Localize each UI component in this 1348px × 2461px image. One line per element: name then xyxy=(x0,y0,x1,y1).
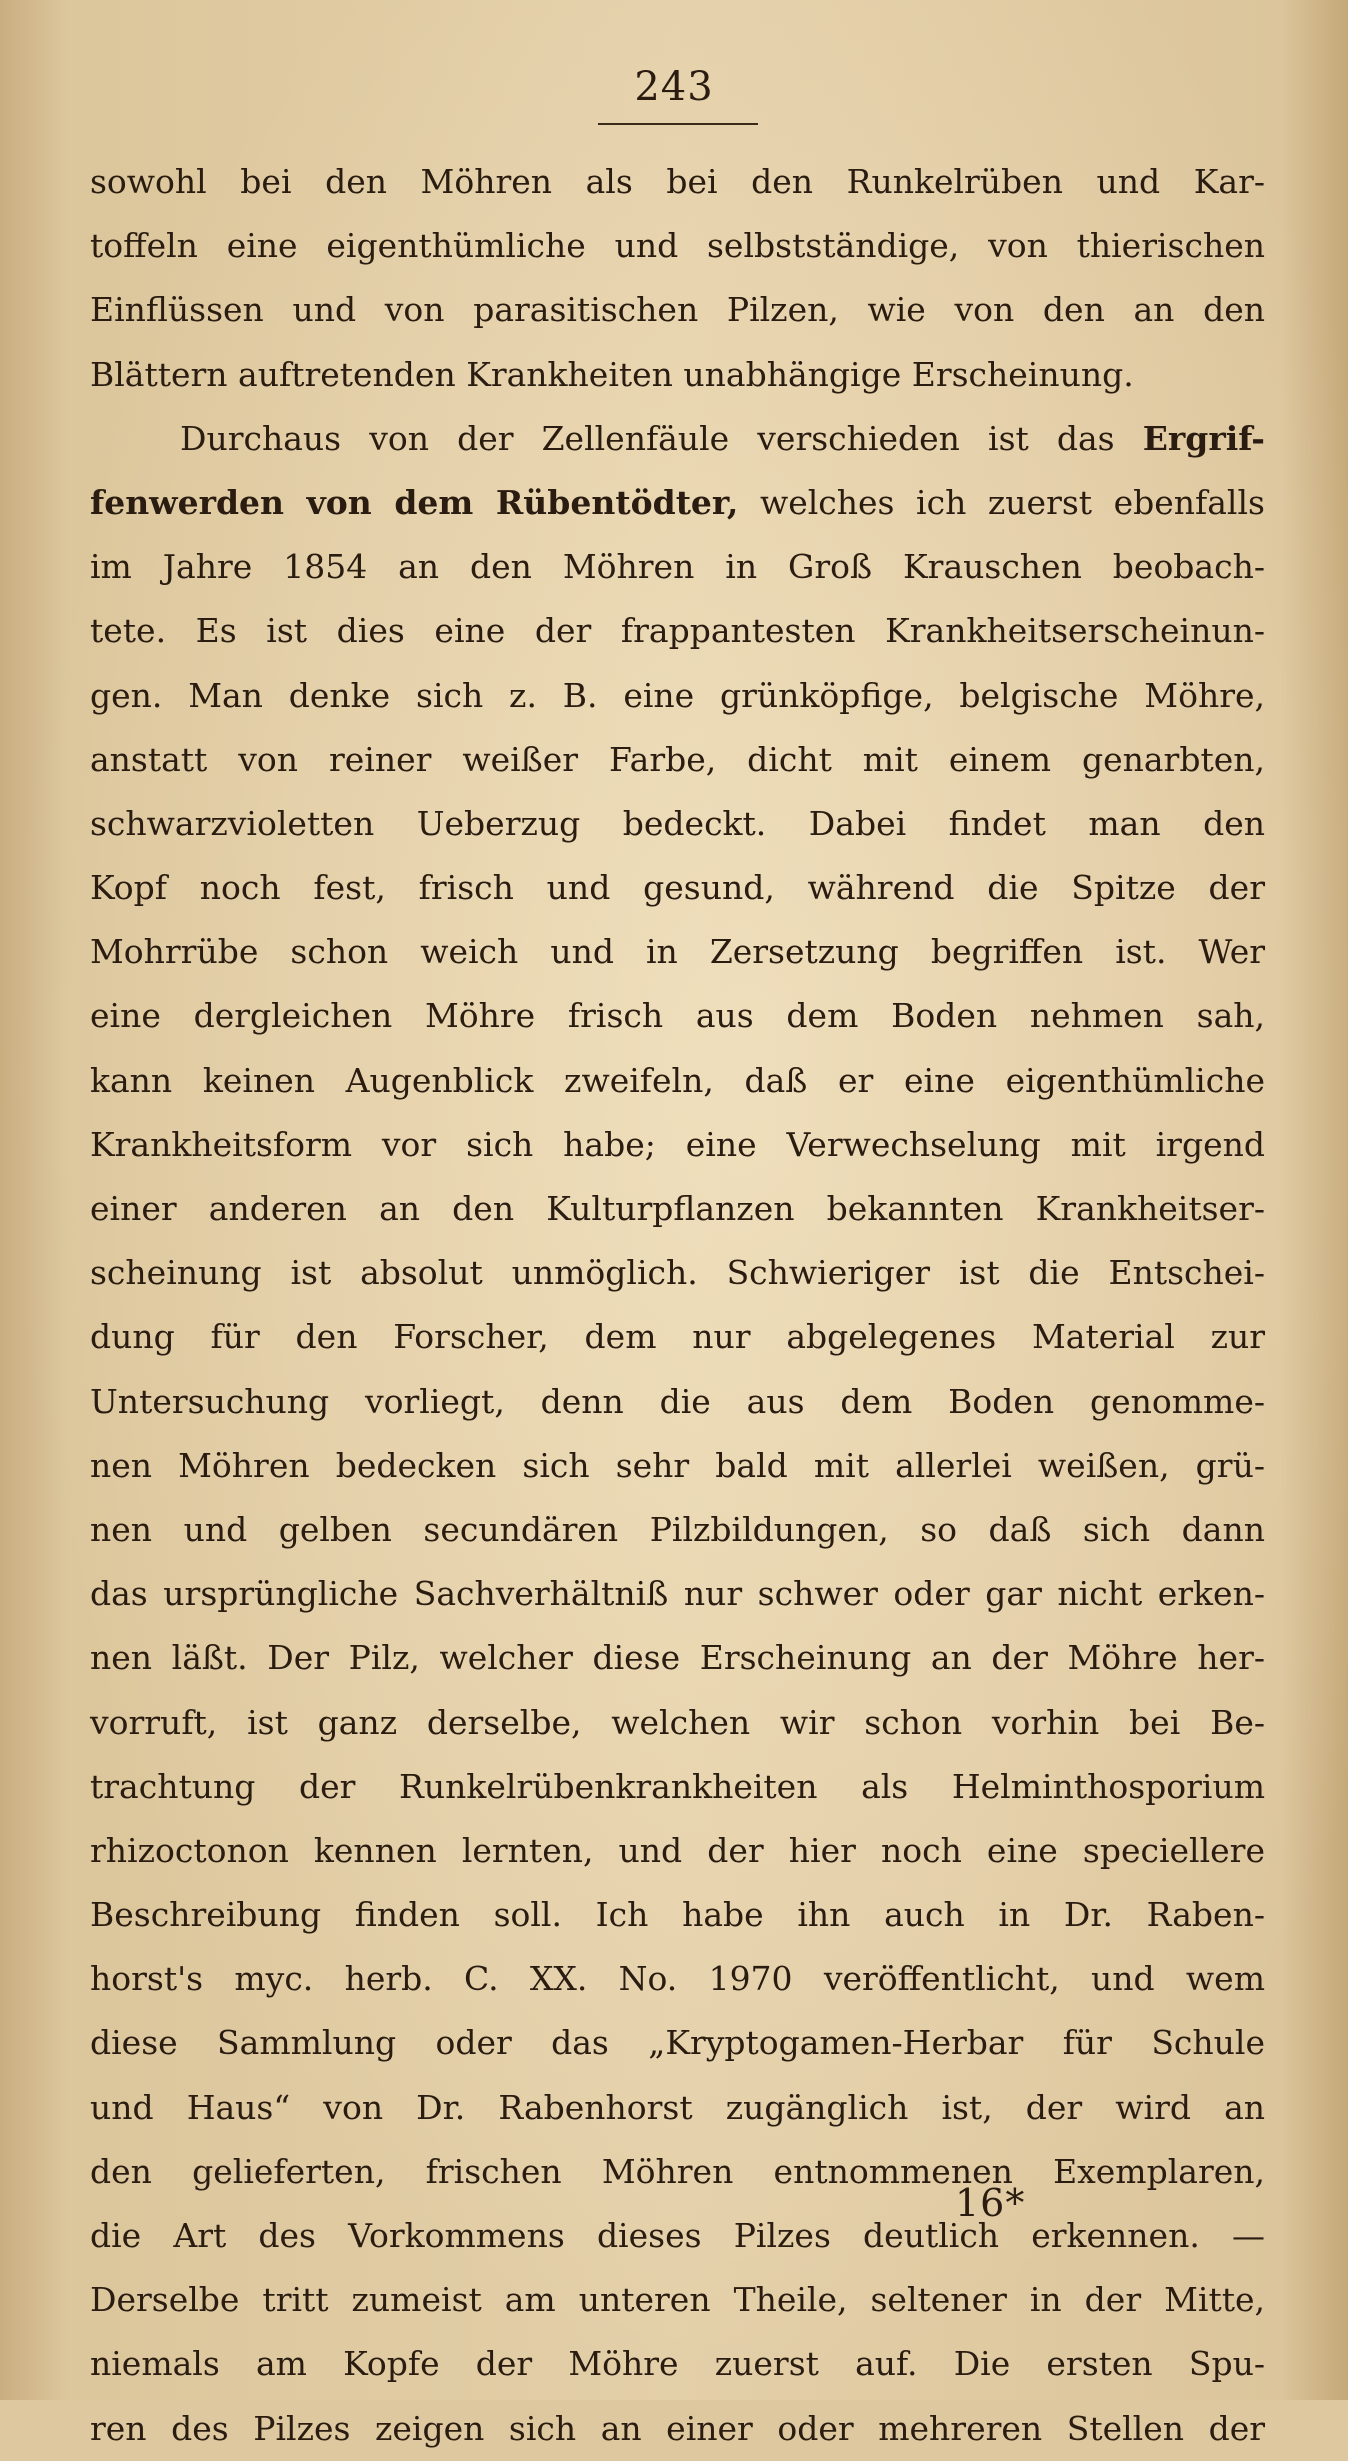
text-line: Mohrrübe schon weich und in Zersetzung begriffen ist. Wer xyxy=(90,932,1265,972)
text-line: kann keinen Augenblick zweifeln, daß er eine eigenthümliche xyxy=(90,1060,1265,1100)
text-line: Untersuchung vorliegt, denn die aus dem Boden genomme- xyxy=(90,1381,1265,1421)
text-line: anstatt von reiner weißer Farbe, dicht mit einem genarbten, xyxy=(90,739,1265,779)
text-line: Beschreibung finden soll. Ich habe ihn auch in Dr. Raben- xyxy=(90,1895,1265,1935)
text-line: eine dergleichen Möhre frisch aus dem Boden nehmen sah, xyxy=(90,996,1265,1036)
text-line: vorruft, ist ganz derselbe, welchen wir schon vorhin bei Be- xyxy=(90,1702,1265,1742)
text-line: schwarzvioletten Ueberzug bedeckt. Dabei findet man den xyxy=(90,803,1265,843)
header-rule xyxy=(598,123,758,125)
text-line: im Jahre 1854 an den Möhren in Groß Krauschen beobach- xyxy=(90,547,1265,587)
text-line: den gelieferten, frischen Möhren entnommenen Exemplaren, xyxy=(90,2151,1265,2191)
text-line: Einflüssen und von parasitischen Pilzen, wie von den an den xyxy=(90,290,1265,330)
text-line xyxy=(90,471,1265,535)
text-line: einer anderen an den Kulturpflanzen bekannten Krankheitser- xyxy=(90,1189,1265,1228)
body-text xyxy=(90,150,1265,2461)
text-span: Durchaus von der Zellenfäule verschieden ist das xyxy=(180,418,1115,458)
text-line: horst's myc. herb. C. XX. No. 1970 veröffentlicht, und wem xyxy=(90,1959,1265,1999)
text-line: nen Möhren bedecken sich sehr bald mit allerlei weißen, grü- xyxy=(90,1445,1265,1485)
text-line: Kopf noch fest, frisch und gesund, während die Spitze der xyxy=(90,868,1265,908)
emphasis-text: fenwerden von dem Rübentödter, xyxy=(90,482,739,522)
text-line: ren des Pilzes zeigen sich an einer oder mehreren Stellen der xyxy=(90,2408,1265,2448)
text-line: die Art des Vorkommens dieses Pilzes deutlich erkennen. — xyxy=(90,2216,1265,2255)
text-line: Blättern auftretenden Krankheiten unabhängige Erscheinung. xyxy=(90,354,1134,394)
text-line: das ursprüngliche Sachverhältniß nur schwer oder gar nicht erken- xyxy=(90,1574,1265,1614)
signature-mark: 16* xyxy=(955,2181,1026,2225)
text-span: welches ich zuerst ebenfalls xyxy=(738,482,1265,522)
text-line: Krankheitsform vor sich habe; eine Verwechselung mit irgend xyxy=(90,1124,1265,1164)
text-line: nen läßt. Der Pilz, welcher diese Erscheinung an der Möhre her- xyxy=(90,1638,1265,1678)
text-line: diese Sammlung oder das „Kryptogamen-Herbar für Schule xyxy=(90,2023,1265,2063)
text-line: scheinung ist absolut unmöglich. Schwieriger ist die Entschei- xyxy=(90,1253,1265,1293)
text-line: Derselbe tritt zumeist am unteren Theile, seltener in der Mitte, xyxy=(90,2280,1265,2320)
text-line: trachtung der Runkelrübenkrankheiten als Helminthosporium xyxy=(90,1766,1265,1806)
text-line-paragraph-start xyxy=(90,407,1265,471)
text-line: rhizoctonon kennen lernten, und der hier noch eine speciellere xyxy=(90,1830,1265,1870)
text-line: und Haus“ von Dr. Rabenhorst zugänglich ist, der wird an xyxy=(90,2087,1265,2127)
emphasis-text: Ergrif- xyxy=(1142,418,1265,458)
text-line: tete. Es ist dies eine der frappantesten Krankheitserscheinun- xyxy=(90,611,1265,651)
text-line: toffeln eine eigenthümliche und selbstständige, von thierischen xyxy=(90,226,1265,266)
text-line: dung für den Forscher, dem nur abgelegenes Material zur xyxy=(90,1317,1265,1357)
text-line: niemals am Kopfe der Möhre zuerst auf. Die ersten Spu- xyxy=(90,2344,1265,2384)
text-line: sowohl bei den Möhren als bei den Runkelrüben und Kar- xyxy=(90,162,1265,201)
text-line: nen und gelben secundären Pilzbildungen, so daß sich dann xyxy=(90,1509,1265,1549)
page-number: 243 xyxy=(634,64,714,110)
text-line: gen. Man denke sich z. B. eine grünköpfige, belgische Möhre, xyxy=(90,675,1265,715)
